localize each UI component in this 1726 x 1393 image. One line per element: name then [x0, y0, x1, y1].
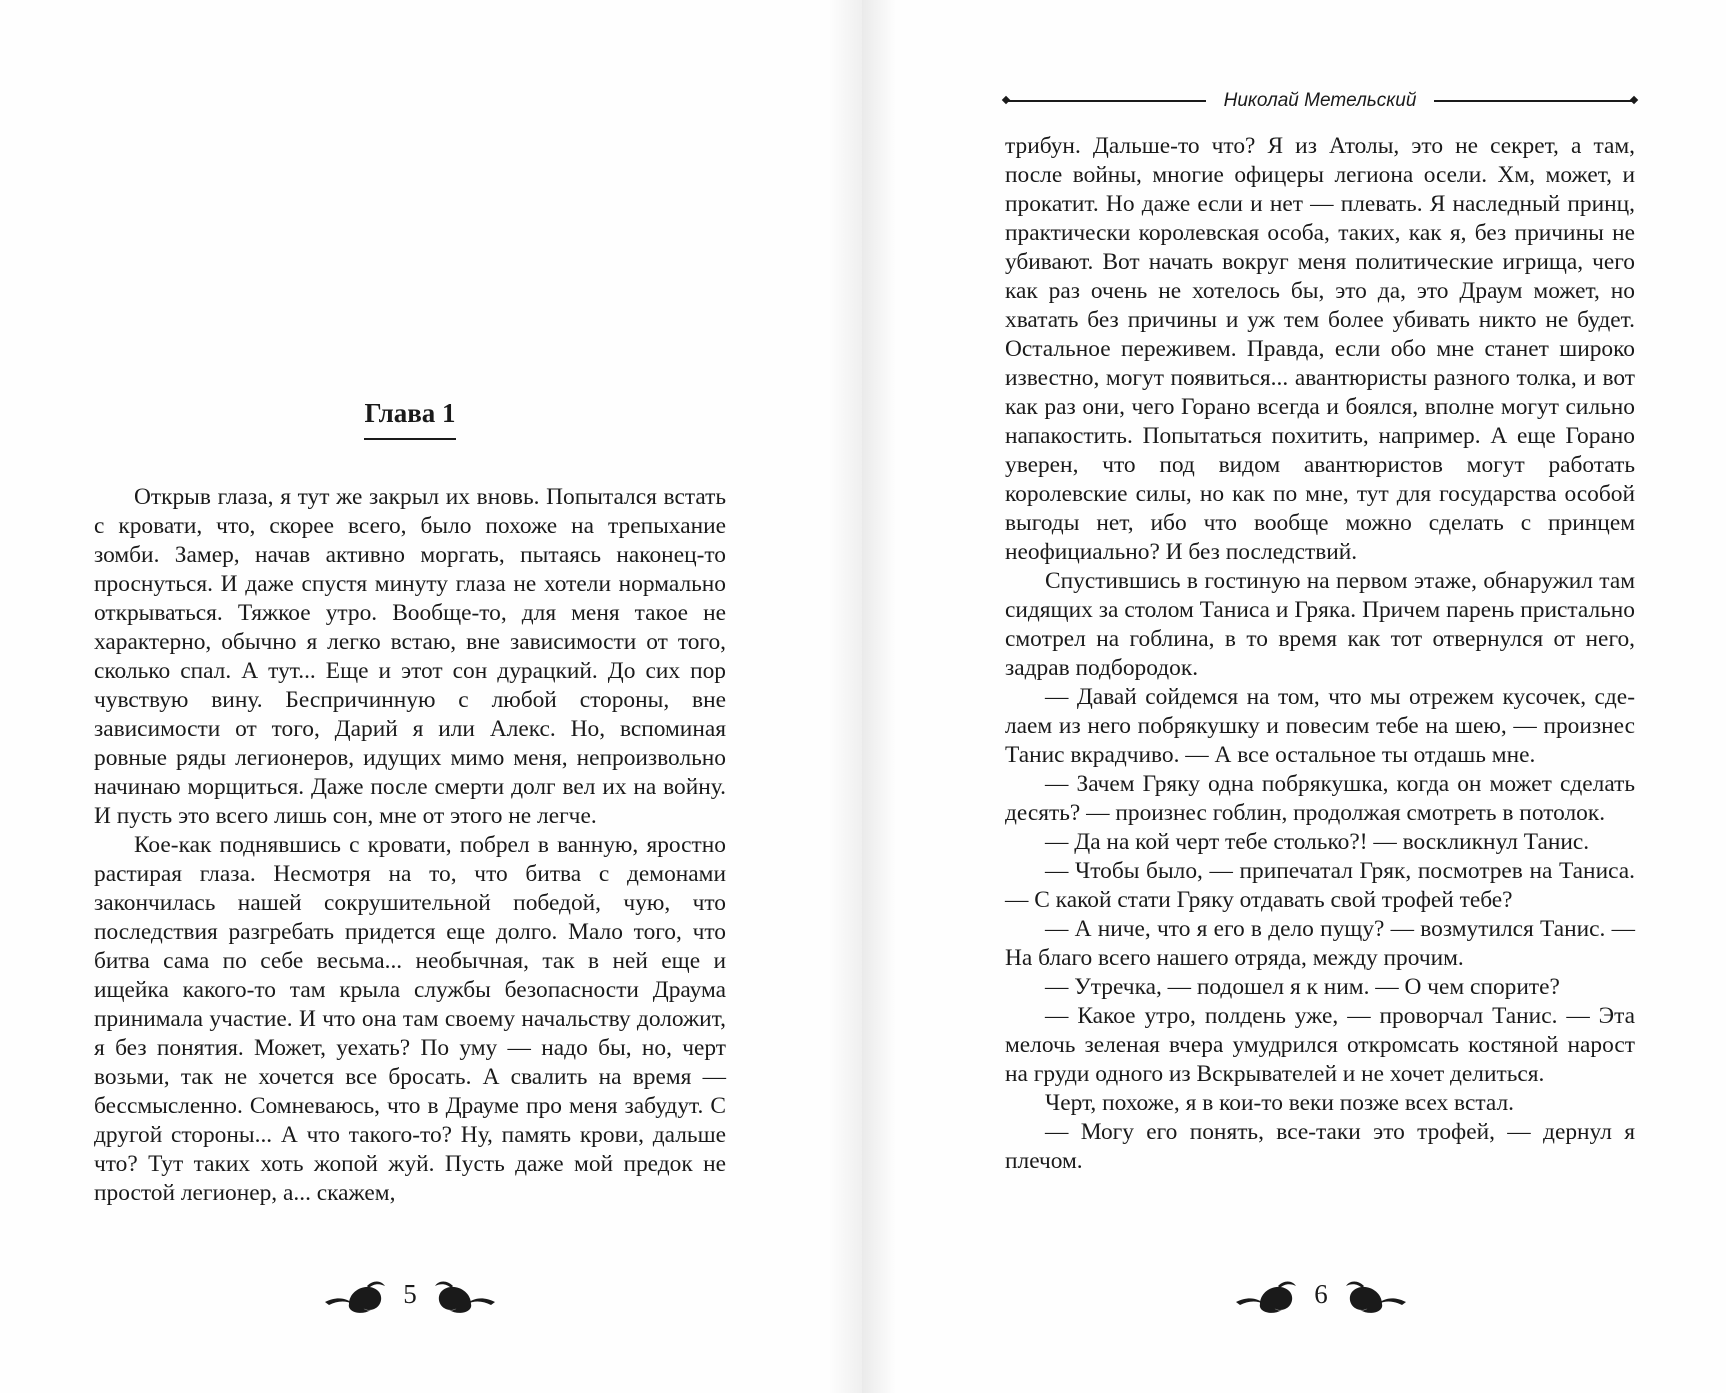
scroll-ornament-left-icon [323, 1274, 389, 1314]
right-page-body [1005, 132, 1635, 1176]
gutter-shadow [862, 0, 896, 1393]
paragraph: Черт, похоже, я в кои-то веки позже всех встал. [1045, 1090, 1514, 1116]
page-number: 5 [403, 1279, 417, 1309]
paragraph: Открыв глаза, я тут же закрыл их вновь. Попытался встать с кровати, что, скорее всего, было похоже на трепыхание зомби. Замер, начав активно моргать, пытаясь наконец-то проснуться. И даже спустя минуту глаза не хотели нормально открываться. Тяжкое утро. Вообще-то, для меня такое не характерно, обычно я легко встаю, вне зависимости от того, сколько спал. А тут... Еще и этот сон дурацкий. До сих пор чувствую вину. Беспричинную с любой стороны, вне зависимости от того, Дарий я или Алекс. Но, вспоминая ровные ряды легионеров, идущих мимо меня, непроизвольно начинаю морщиться. Даже после смерти долг вел их на войну. И пусть это всего лишь сон, мне от этого не легче. [94, 484, 726, 829]
scroll-ornament-right-icon [1342, 1274, 1408, 1314]
paragraph: — Какое утро, полдень уже, — проворчал Танис. — Эта мелочь зеленая вчера умудрился откромсать костяной нарост на груди одного из Вскрывателей и не хочет делиться. [1005, 1003, 1635, 1087]
page-number-left [300, 1272, 520, 1316]
running-header-author: Николай Метельский [1223, 90, 1417, 111]
paragraph: — Да на кой черт тебе столько?! — воскликнул Танис. [1045, 829, 1590, 855]
gutter-shadow [828, 0, 862, 1393]
paragraph: Кое-как поднявшись с кровати, побрел в ванную, яростно растирая глаза. Несмотря на то, что битва с демонами закончилась нашей сокрушительной победой, чую, что последствия разгребать придется еще долго. Мало того, что битва сама по себе весьма... необычная, так в ней еще и ищейка какого-то там крыла службы безопасности Драума принимала участие. И что она там своему начальству доложит, я без понятия. Может, уехать? По уму — надо бы, но, черт возьми, так не хочется все бросать. А свалить на время — бессмысленно. Сомневаюсь, что в Драуме про меня забудут. С другой стороны... А что такого-то? Ну, память крови, дальше что? Тут таких хоть жопой жуй. Пусть даже мой предок не простой легионер, а... скажем, [94, 832, 726, 1206]
paragraph: — Утречка, — подошел я к ним. — О чем спорите? [1045, 974, 1560, 1000]
paragraph: — Могу его понять, все-таки это трофей, — дернул я плечом. [1005, 1119, 1635, 1174]
running-header [1005, 86, 1635, 116]
chapter-title [94, 396, 726, 440]
page-number-right [1211, 1272, 1431, 1316]
header-rule-left [1005, 100, 1206, 102]
paragraph: — А ниче, что я его в дело пущу? — возмутился Танис. — На благо всего нашего отряда, между прочим. [1005, 916, 1635, 971]
chapter-title-text: Глава 1 [364, 396, 455, 440]
paragraph: — Давай сойдемся на том, что мы отрежем кусочек, сделаем из него побрякушку и повесим тебе на шею, — произнес Танис вкрадчиво. — А все остальное ты отдашь мне. [1005, 684, 1635, 768]
paragraph: Спустившись в гостиную на первом этаже, обнаружил там сидящих за столом Таниса и Гряка. Причем парень пристально смотрел на гоблина, в то время как тот отвернулся от него, задрав подбородок. [1005, 568, 1635, 681]
header-rule-right [1434, 100, 1635, 102]
paragraph: трибун. Дальше-то что? Я из Атолы, это не секрет, а там, после войны, многие офицеры легиона осели. Хм, может, и прокатит. Но даже если и нет — плевать. Я наследный принц, практически королевская особа, таких, как я, без причины не убивают. Вот начать вокруг меня политические игрища, чего как раз очень не хотелось бы, это да, это Драум может, но хватать без причины и уж тем более убивать никто не будет. Остальное переживем. Правда, если обо мне станет широко известно, могут появиться... авантюристы разного толка, и вот как раз они, чего Горано всегда и боялся, вполне могут сильно напакостить. Попытаться похитить, например. А еще Горано уверен, что под видом авантюристов могут работать королевские силы, но как по мне, тут для государства особой выгоды нет, ибо что вообще можно сделать с принцем неофициально? И без последствий. [1005, 133, 1635, 565]
scroll-ornament-right-icon [431, 1274, 497, 1314]
paragraph: — Зачем Гряку одна побрякушка, когда он может сделать десять? — произнес гоблин, продолжая смотреть в потолок. [1005, 771, 1635, 826]
paragraph: — Чтобы было, — припечатал Гряк, посмотрев на Таниса. — С какой стати Гряку отдавать свой трофей тебе? [1005, 858, 1635, 913]
scroll-ornament-left-icon [1234, 1274, 1300, 1314]
left-page-body [94, 483, 726, 1208]
page-number: 6 [1314, 1279, 1328, 1309]
